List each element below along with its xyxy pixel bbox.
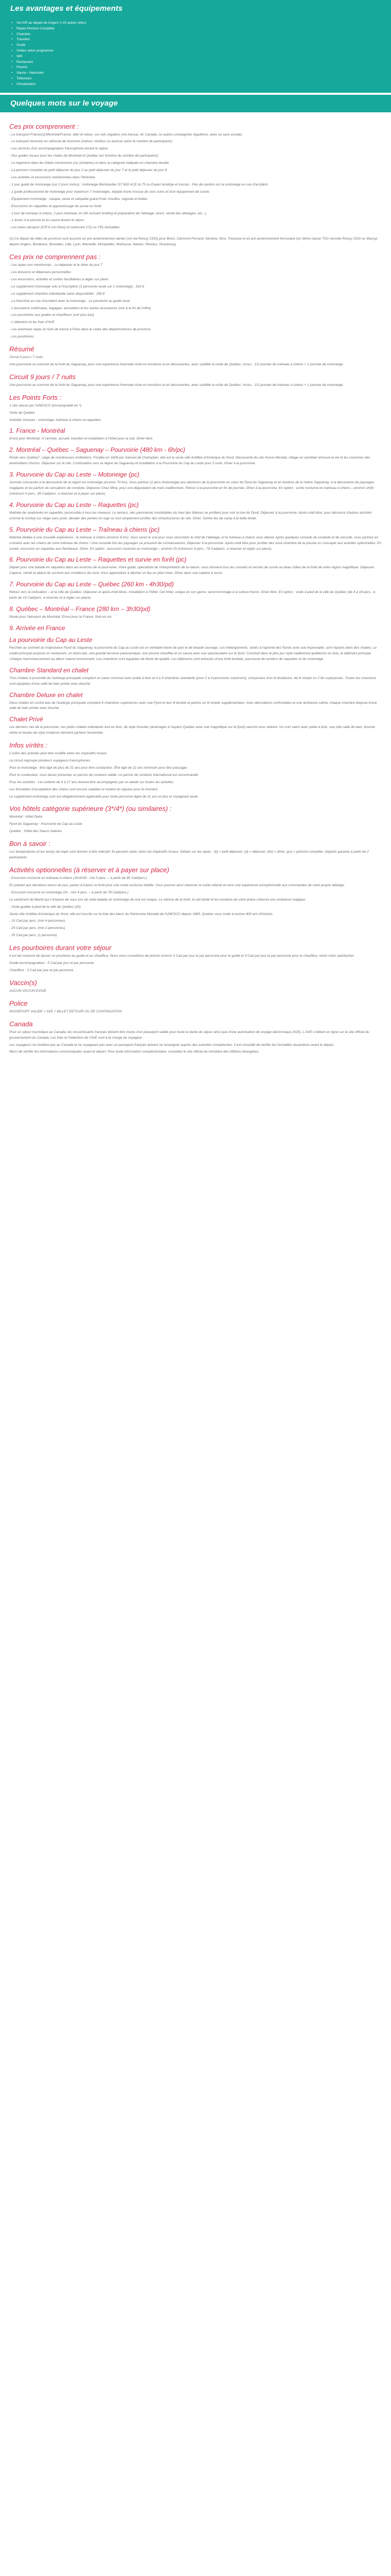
- paragraph: Seule ville fortifiée d'Amérique du Nord, elle est inscrite sur la liste des biens du Patrimoine Mondial de l'UNESCO depuis 1985. Québec vous invite à revivre 400 ans d'histoire.: [9, 912, 273, 916]
- amenity-item: • Transfert: [11, 37, 380, 43]
- trip-description: [0, 112, 391, 1066]
- paragraph: L'ordre des activités peut être modifié selon les impératifs locaux: [9, 752, 107, 756]
- section-heading: Circuit 9 jours / 7 nuits: [9, 372, 76, 381]
- paragraph: Chauffeur : 3 Cad par jour et par personne: [9, 968, 74, 972]
- section-heading: Chambre Standard en chalet: [9, 666, 89, 674]
- section-heading: Vos hôtels catégorie supérieure (3*/4*) (ou similaires) :: [9, 805, 172, 813]
- amenities-title: Les avantages et équipements: [0, 0, 391, 18]
- section-heading: Les pourboires durant votre séjour: [9, 944, 112, 952]
- paragraph: Pour un séjour touristique au Canada, les ressortissants français doivent être munis d'un passeport valide pour toute la durée du séjour ainsi que d'une autorisation de voyage électronique (AVE). L'AVE s'obtient en ligne sur le site officiel du gouvernement du Canada. Les frais et l'obtention de l'AVE sont à la charge du voyageur.: [9, 1030, 369, 1040]
- paragraph: Fjord du Saguenay : Pourvoirie du Cap au Leste: [9, 822, 83, 826]
- paragraph: - Le transport France(1)/Montréal/France, aller et retour, sur vols réguliers (via transat, Air Canada, ou autres compagnies régulières, avec ou sans escale).: [9, 132, 243, 137]
- paragraph: Les formalités d'acceptation des chiens sont encore valables et restent en vigueur pour le moment.: [9, 787, 158, 791]
- paragraph: Québec : Hôtel des Sœurs Natives: [9, 829, 62, 834]
- amenities-panel: [0, 18, 391, 93]
- paragraph: Route pour l'aéroport de Montréal. Envol pour la France. Nuit en vol.: [9, 615, 112, 619]
- section-heading: 8. Québec – Montréal – France (280 km – 3h30/pd): [9, 605, 151, 613]
- spacer: [9, 231, 382, 235]
- paragraph: - Le supplément motoneige solo à l'inscription (1 personne seule sur 1 motoneige) : 310 €: [9, 284, 144, 289]
- paragraph: - 15 Cad par pers. (min 4 personnes): [9, 919, 66, 923]
- paragraph: - 35 Cad par pers. (1 personne): [9, 934, 57, 938]
- paragraph: - Le logement dans les hôtels mentionnés (ou similaires) et dans la catégorie indiquée en chambre double: [9, 161, 169, 165]
- paragraph: - Les pourboires: [9, 335, 34, 339]
- paragraph: - Équipement motoneige : casque, veste et salopette grand froid, moufles, cagoule et bottes: [9, 197, 148, 201]
- paragraph: - La franchise en cas d'accident avec la motoneige - Le pourboire au guide local: [9, 299, 130, 303]
- amenity-item: • Restaurant: [11, 60, 380, 65]
- amenity-item: • Vol A/R au départ de Angers (+15 autres villes): [11, 21, 380, 26]
- paragraph: Circuit 9 jours / 7 nuits: [9, 355, 43, 360]
- section-heading: 4. Pourvoirie du Cap au Leste – Raquettes (pc): [9, 501, 139, 509]
- paragraph: Merci de vérifier les informations communiquées avant le départ. Pour toute information complémentaire, consultez le site officiel du ministère des Affaires étrangères.: [9, 1050, 259, 1054]
- section-heading: Infos víritès :: [9, 741, 47, 750]
- section-heading: 6. Pourvoirie du Cap au Leste – Raquettes et survie en forêt (pc): [9, 556, 187, 564]
- paragraph: - 1 tour de traîneau à chiens, 2 pers./traîneau 1h (4h incluant briefing et préparation de l'attelage, lunch, retrait des attelages, etc...): [9, 211, 206, 215]
- paragraph: Les voyageurs ne résidant pas au Canada et ne voyageant pas avec un passeport français doivent se renseigner auprès des autorités compétentes. Il est conseillé de vérifier les formalités douanières avant le départ.: [9, 1043, 335, 1047]
- paragraph: - 1 jour guidé de motoneige (sur 2 jours inclus) : motoneige Bombardier GT 600 ACE (à 75 ou Expert lendirge et lourse) - Pas de caution sur la motoneige en cas d'accident: [9, 182, 268, 187]
- section-heading: 2. Montréal – Québec – Saguenay – Pourvoirie (480 km - 6h/pc): [9, 446, 185, 454]
- paragraph: AUCUN VACCIN EXIGÉ: [9, 989, 46, 993]
- paragraph: 1 site classé par l'UNESCO (immanquable en *): [9, 403, 82, 408]
- amenity-item: • Chambre: [11, 32, 380, 38]
- paragraph: Il est de coutume de laisser un pourboire au guide et au chauffeur. Nous vous conseillons de prévoir environ 5 Cad par jour et par personne pour le guide et 3 Cad par jour et par personne pour le chauffeur, selon votre satisfaction.: [9, 954, 355, 958]
- paragraph: Envol pour Montréal. À l'arrivée, accueil, transfert et installation à l'hôtel pour la nuit. Dîner libre.: [9, 437, 153, 441]
- paragraph: Pour les activités : Les enfants de 6 à 17 ans doivent être accompagnés par un adulte sur toutes les activités.: [9, 780, 174, 784]
- paragraph: Le supplément motoneige solo est obligatoirement applicable pour toute personne âgée de 21 ans et plus et voyageant seule.: [9, 794, 199, 799]
- paragraph: Visite de Québec: [9, 411, 36, 415]
- paragraph: Deux chalets en contre-bas de l'auberge principale comptent 6 chambres supérieures avec vue Fjord et leur lit double et parfois un lit simple supplémentaire. Avec décorations confortables et une ambiance calme, chaque chambre dispose d'une salle de bain privée avec douche.: [9, 701, 377, 710]
- section-heading: Ces prix comprennent :: [9, 122, 79, 130]
- section-heading: Chalet Privé: [9, 716, 43, 723]
- section-heading: Canada: [9, 1020, 33, 1028]
- paragraph: Départ pour une balade en raquettes dans les environs de la pourvoirie. Votre guide, spécialiste de l'interprétation de la nature, vous donnera tous les conseils et secrets de survie au beau milieu de la forêt de votre région magnifique. Déjeuner. Capture, retrait et abécé de survivre aux conditions du nord. Vous apprendrez à allumer un feu en plein hiver. Dîner dans une cabane à sucre.: [9, 566, 375, 575]
- paragraph: (1) Ce départ de villes de province sont assurés en pré acheminement aérien (vol via Roissy CDG) pour Brest, Clermont-Ferrand, Genève, Nice, Toulouse et en pré acheminement ferroviaire (en 2ème classe TGV vers/de Roissy CDG ou Massy) depuis Angers, Bordeaux, Bruxelles, Lille, Lyon, Marseille, Montpellier, Mulhouse, Nantes, Rennes, Strasbourg.: [9, 237, 378, 247]
- paragraph: Activités incluses : motoneige, traîneau à chiens et raquettes: [9, 418, 101, 422]
- paragraph: Une pourvoirie au sommet de la forêt du Saguenay, pour une expérience hivernale riche en émotions et en découvertes, avec subtilite la visite de Québec. Inclus : 1/2 journée de traîneau à chiens + 1 journée de motoneige.: [9, 362, 344, 366]
- section-heading: Résumé: [9, 345, 35, 353]
- paragraph: Les températures et les temps de trajet sont donnés à titre indicatif. Ils peuvent varier selon les impératifs locaux. Détails sur les repas : (b) = petit déjeuner, (d) = déjeuner, (dn) = dîner, (pc) = pension complète. Départs garantis à partir de 2 participants.: [9, 850, 369, 860]
- paragraph: - Excursion nocturne en motoneige (2h - min 4 pers. – à partir de 78 Cad/pers.): [9, 890, 128, 894]
- paragraph: Matinée de randonnée en raquettes (accessible à tous les niveaux). Le lancers, des panoramas inoubliables du haut des falaises se profilent pour voir la rive du Fjord. Déjeuner à la pourvoirie. Après-midi libre, pour découvrir d'autres activités comme le hockey sur neige sans piste, dévaler des pentes en luge ou tout simplement profiter des infrastructures du site. Dîner. Soirée feu de camp à la belle étoile.: [9, 511, 372, 520]
- section-heading: 1. France - Montréal: [9, 427, 66, 435]
- amenity-item: • Sauna - Hammam: [11, 71, 380, 76]
- paragraph: - Excursions en raquettes et apprentissage de survie en forêt: [9, 204, 102, 208]
- amenity-item: • Repas Pension Complète: [11, 26, 380, 32]
- section-heading: 7. Pourvoirie du Cap au Leste – Québec (260 km - 4h30/pd): [9, 581, 174, 588]
- section-heading: Chambre Deluxe en chalet: [9, 691, 83, 699]
- paragraph: Les derniers nés de la pourvoirie, ces petits chalets individuels tout en bois, de style forestier (aménagés à l'aspect Québec avec vue magnifique sur le fjord) sauront vous séduire. Un coin salon avec poêle à bois, une jolie salle de bain, douche vitrée et lavabo de style moderne viennent parfaire l'ensemble.: [9, 725, 376, 735]
- paragraph: - Excursion nocturne en traîneau à chiens (1h/1h30 - min 5 pers. – à partir de 85 Cad/pers.): [9, 876, 148, 880]
- paragraph: PASSEPORT VALIDE + AVE + BILLET RETOUR OU DE CONTINUATION: [9, 1009, 122, 1013]
- section-heading: 5. Pourvoirie du Cap au Leste – Traîneau à chiens (pc): [9, 526, 160, 533]
- paragraph: - Les services d'un accompagnateur francophone durant le séjour: [9, 147, 108, 151]
- paragraph: Une pourvoirie au sommet de la forêt du Saguenay, pour une expérience hivernale riche en émotions et en découvertes, avec subtilite la visite de Québec. Inclus : 1/2 journée de traîneau à chiens + 1 journée de motoneige.: [9, 383, 344, 387]
- paragraph: Matinée dédiée à une nouvelle expérience : le traîneau à chiens (environ 8 km). Vous serez le vrai pour vous rencontrer le chef de l'attelage, et le traîneau à chiens vous attend. Après quelques conseils de conduite et de sécurité, vous partirez en croisière avec les chiens de votre traîneau de chiens ! Une nouvelle fois les paysages se prouvent de connaissances. Déjeuner à la pourvoirie. Après-midi libre pour profiter des sous-chambre de la piscine ou s'essayer aux activités optionnelles. En soirée, excursion en raquettes aux flambeaux. Dîner. En option : excursion nocturne en motoneige – environ 2h (minimum 4 pers., 78 Cad/pers. à réserver et régler sur place).: [9, 535, 382, 551]
- section-heading: Vaccin(s): [9, 978, 37, 987]
- amenity-item: • Guide: [11, 43, 380, 48]
- paragraph: Trois chalets à proximité de l'auberge principale comptent un salon commun avec poêle à bois et 4 à 9 chambres standards (pour 2 à 4 personnes maximum), composées d'un lit double/un, de lit simple ou 2 lits superposés. Toutes les chambres sont équipées d'une salle de bain privée avec douche.: [9, 676, 377, 686]
- paragraph: - Les pourboires aux guides et chauffeurs (voir plus bas): [9, 313, 94, 317]
- paragraph: - L'assurance multirisque, bagages, annulation et les autres assurances (voir à la fin de l'offre): [9, 306, 151, 310]
- paragraph: - 1 guide professionnel de motoneige pour maximum 7 motoneiges, équipé d'une trousse de 1ers soins et d'un équipement de survie.: [9, 190, 210, 194]
- amenity-item: • Piscine: [11, 65, 380, 71]
- section-heading: 3. Pourvoirie du Cap au Leste – Motoneige (pc): [9, 471, 140, 479]
- paragraph: - 1 accès à la piscine et au sauna durant le séjour: [9, 218, 85, 223]
- paragraph: Retour vers la civilisation – et la ville de Québec. Déjeuner et après-midi libres. Installation à l'hôtel. Cet hôtel, unique en son genre, vend hommage à la culture Huron. Dîner libre. En option : visite à pied de la ville de Québec (de 4 à 18 pers., à partir de 15 Cad/pers. à réserver et à régler sur place).: [9, 590, 376, 600]
- paragraph: Montréal : Hôtel Delta: [9, 815, 42, 819]
- paragraph: - Les excursions, activités et sorties facultatives à régler sur place: [9, 277, 108, 281]
- paragraph: Pour le conducteur, vous devez présenter un permis de conduire valide. Le permis de conduire international est recommandé.: [9, 773, 199, 777]
- amenity-item: • Télévision: [11, 76, 380, 82]
- paragraph: Le circuit regroupe plusieurs voyageurs francophones: [9, 759, 90, 763]
- section-heading: La pourvoirie du Cap au Leste: [9, 636, 92, 643]
- paragraph: - Des guides locaux pour les visites de Montréal et Québec (en fonction du nombre de participants): [9, 154, 158, 158]
- paragraph: Le sentiment de liberté qui s'empare de vous lors de cette balade en motoneige de nuit est unique. Le silence de la forêt, le ciel étoilé et les lumières de votre phare créeront une ambiance magique.: [9, 897, 306, 902]
- paragraph: - La pension complète du petit déjeuner du jour 2 au petit déjeuner du jour 7 et le petit déjeuner du jour 8: [9, 168, 167, 173]
- paragraph: En partant aux dernières lueurs du jour, partez à travers la forêt pour une sortie nocturne inédite. Vous pourrez ainsi observer la voûte céleste et vivre une expérience exceptionnelle aux commandes de votre propre attelage.: [9, 883, 345, 887]
- section-heading: Ces prix ne comprennent pas :: [9, 253, 101, 261]
- paragraph: Perchée au sommet du majestueux Fjord du Saguenay, la pourvoirie du Cap au Leste est un véritable havre de paix et de beauté sauvage. Les hébergements, situés à l'aplomb des Fjords avec vue imprenable, sont répartis dans des chalets. Le chalet principal propose un restaurant, un bistro-bar, une grande terrasse panoramique, une piscine chauffée et un sauna avec vue spectaculaire sur le fjord. Construit dans le plus pur style traditionnel québécois en bois, le bâtiment principal s'intègre harmonieusement au décor naturel environnant. Les chambres sont équipées de literie de qualité. Les bâtiments sont entourés d'une forêt boréale, parcourue de sentiers de raquettes et de motoneige.: [9, 646, 377, 661]
- paragraph: - 25 Cad par pers. (min 2 personnes): [9, 926, 66, 930]
- amenity-item: • Climatisation: [11, 82, 380, 88]
- paragraph: Pour la motoneige : être âgé de plus de 21 ans pour être conducteur. Être âgé de 12 ans minimum pour être passager.: [9, 766, 188, 770]
- amenity-item: • Wifi: [11, 54, 380, 60]
- section-heading: Bon à savoir :: [9, 840, 51, 848]
- paragraph: Route vers Québec*, siège de nombreuses institutions. Fondée en 1608 par Samuel de Champlain, elle est la seule ville fortifiée d'Amérique du Nord. Découverte du site Huron-Wendat, village où semblait retrouvé la vie et les coutumes des amérindiens Hurons. Déjeuner sur le site. Continuation vers la région de Saguenay et installation à la Pourvoirie du Cap au Leste pour 5 nuits. Dîner à la pourvoirie.: [9, 456, 370, 466]
- amenities-list: [11, 21, 380, 88]
- paragraph: - Les boissons et dépenses personnelles: [9, 270, 71, 274]
- paragraph: Journée consacrée à la découverte de la région en motoneige (environ 70 km). Vous partirez (2 pers./motoneige) aux alentours de la pourvoirie en cœur du Fjord du Saguenay et en bordure de la rivière Saguenay, à la découverte de paysages magiques et du parfum de sensations de conduite. Déjeuner Chez Mina, pour une dégustation de mets traditionnels. Retour à la pourvoirie en fin de journée. Dîner à la pourvoirie. En option : sortie nocturne en traîneau à chiens – environ 1h00 (minimum 5 pers., 85 Cad/pers. à réserver et à payer sur place): [9, 481, 374, 496]
- section-heading: Police: [9, 999, 28, 1007]
- paragraph: - Les taxes aéroport (375 € non fixes) et carburant (YQ ou YR) révisables: [9, 226, 120, 230]
- paragraph: Guide accompagnateur : 5 Cad par jour et par personne: [9, 961, 94, 965]
- paragraph: - Les repas non mentionnés - Le déjeuner et le diner du jour 7: [9, 263, 103, 267]
- paragraph: - Visite guidée à pied de la ville de Québec (2h): [9, 905, 81, 909]
- page: [0, 0, 391, 1065]
- paragraph: - Les activités et excursions mentionnées dans l'itinéraire: [9, 176, 95, 179]
- paragraph: - Le supplément chambre individuelle selon disponibilité : 290 €: [9, 292, 105, 296]
- amenity-item: • Visites selon programme: [11, 48, 380, 54]
- paragraph: - Les éventuels repas et nuits de transit à Paris dans le cadre des départs/retours de province.: [9, 328, 152, 332]
- section-heading: Activités optionnelles (à réserver et à payer sur place): [9, 866, 169, 874]
- section-heading: 9. Arrivée en France: [9, 624, 66, 632]
- paragraph: - Le transport terrestre en véhicule de tourisme (voiture, minibus ou autocar selon le nombre de participants): [9, 140, 172, 144]
- section-heading: Les Points Forts :: [9, 393, 62, 401]
- section-title: Quelques mots sur le voyage: [0, 95, 391, 112]
- paragraph: - L'obtention et les frais d'AVE: [9, 320, 55, 325]
